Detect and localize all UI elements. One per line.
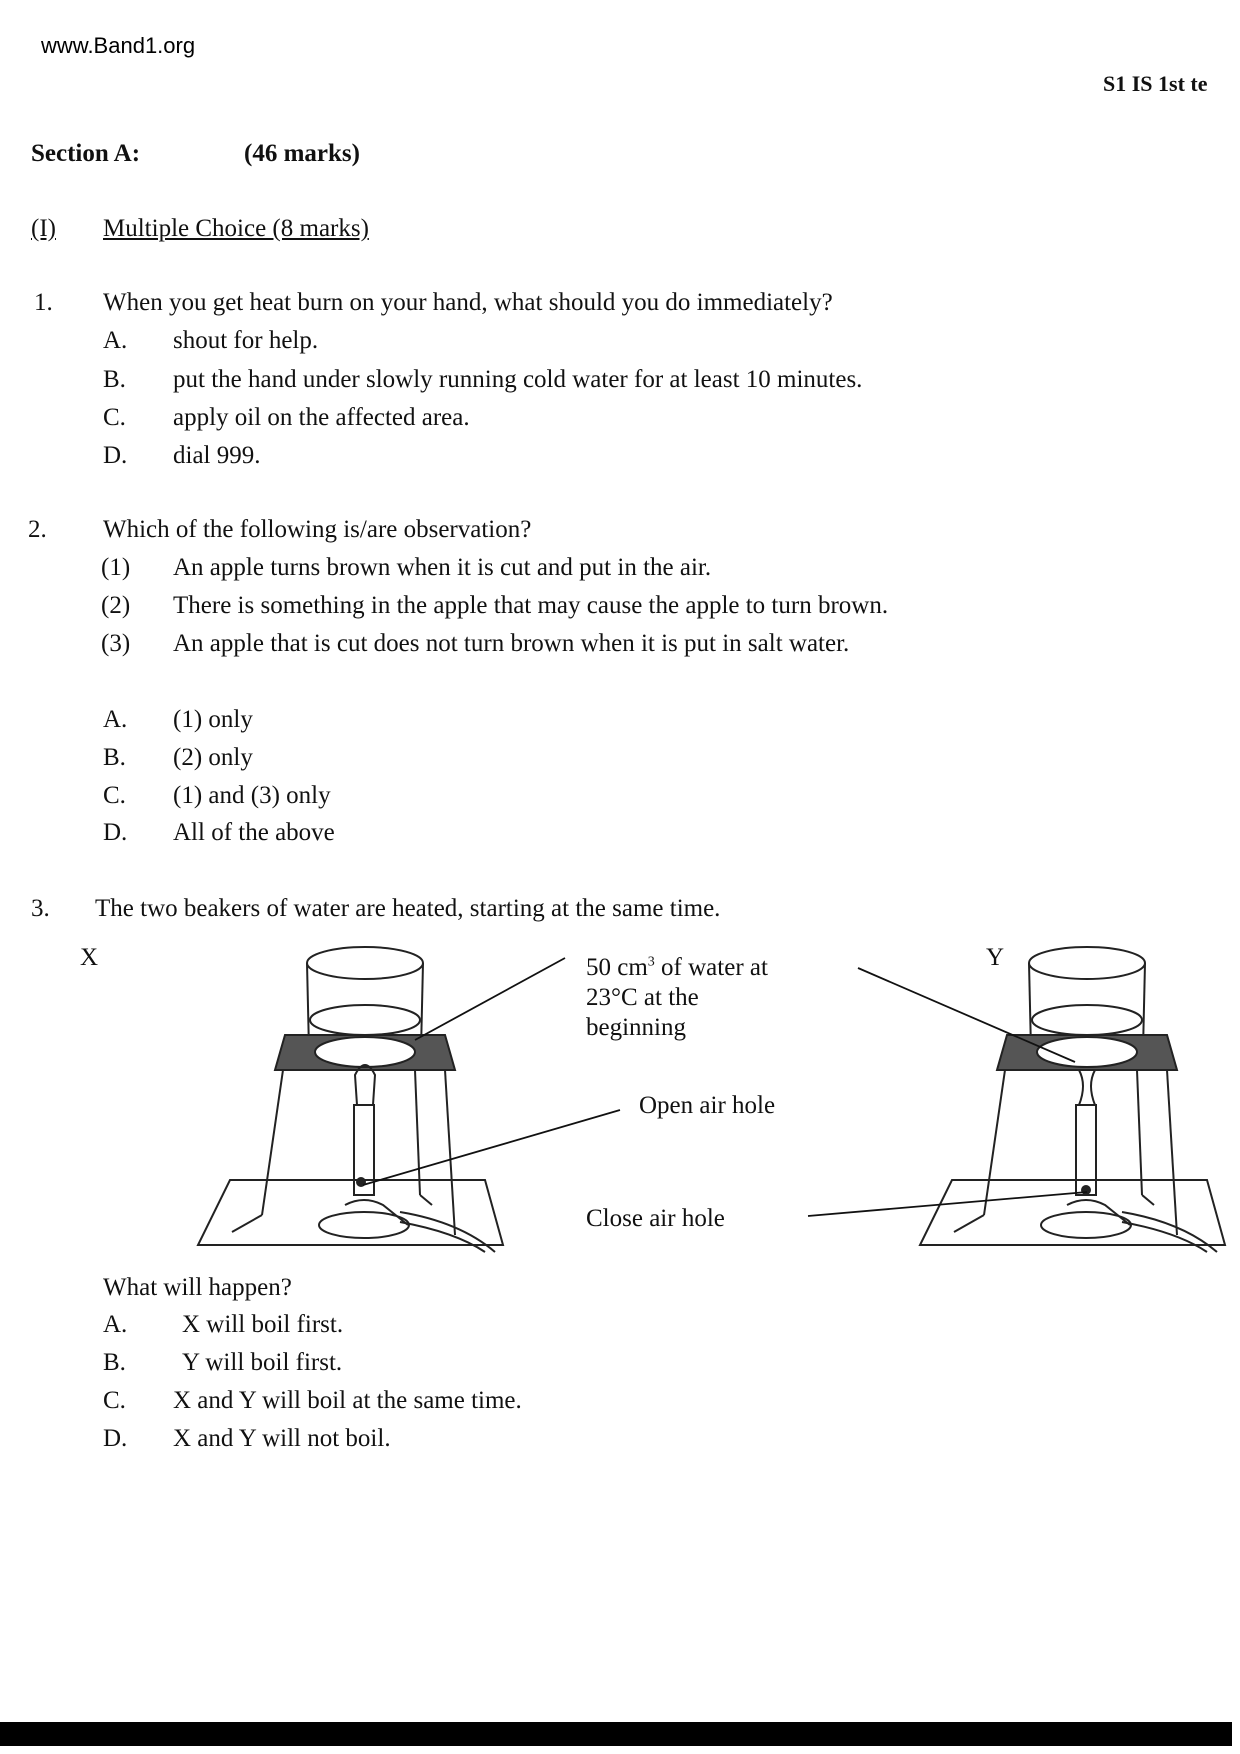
- question-text: Which of the following is/are observation?: [103, 516, 532, 543]
- beaker-y-label: Y: [986, 944, 1005, 971]
- option-letter: D.: [103, 442, 128, 469]
- option-letter: D.: [103, 819, 128, 846]
- page-bottom-bar: [0, 1722, 1232, 1746]
- statement-text: There is something in the apple that may cause the apple to turn brown.: [173, 592, 889, 619]
- section-marks: (46 marks): [244, 140, 360, 167]
- setup-y-illustration: [920, 944, 1225, 1252]
- question-text: The two beakers of water are heated, starting at the same time.: [95, 895, 721, 922]
- statement-label: (2): [101, 592, 131, 619]
- question-text: When you get heat burn on your hand, what should you do immediately?: [103, 289, 833, 316]
- option-letter: B.: [103, 744, 126, 771]
- beaker-x-label: X: [80, 944, 99, 971]
- water-label-rest: of water at: [654, 954, 768, 981]
- option-letter: A.: [103, 706, 128, 733]
- subsection-title: Multiple Choice (8 marks): [103, 215, 369, 242]
- option-text: put the hand under slowly running cold water for at least 10 minutes.: [173, 366, 863, 393]
- subsection-number: (I): [31, 215, 56, 242]
- watermark-url: www.Band1.org: [41, 33, 196, 58]
- option-letter: B.: [103, 366, 126, 393]
- option-letter: C.: [103, 404, 126, 431]
- setup-x-illustration: [198, 947, 503, 1252]
- option-text: apply oil on the affected area.: [173, 404, 470, 431]
- question-number: 2.: [28, 516, 47, 543]
- option-letter: A.: [103, 1311, 128, 1338]
- question-number: 1.: [34, 289, 53, 316]
- statement-text: An apple that is cut does not turn brown when it is put in salt water.: [173, 630, 850, 657]
- water-unit-superscript: 3: [647, 954, 655, 970]
- option-text: X and Y will boil at the same time.: [173, 1387, 522, 1414]
- section-title: Section A:: [31, 140, 141, 167]
- question-number: 3.: [31, 895, 50, 922]
- option-text: (1) and (3) only: [173, 782, 331, 809]
- option-letter: C.: [103, 1387, 126, 1414]
- question-prompt: What will happen?: [103, 1274, 292, 1301]
- option-text: (2) only: [173, 744, 253, 771]
- close-air-hole-label: Close air hole: [586, 1205, 725, 1232]
- option-letter: A.: [103, 327, 128, 354]
- option-text: All of the above: [173, 819, 335, 846]
- option-text: (1) only: [173, 706, 253, 733]
- water-label-line1: [586, 955, 768, 980]
- option-text: X will boil first.: [182, 1311, 344, 1338]
- open-air-hole-label: Open air hole: [639, 1092, 776, 1119]
- statement-label: (1): [101, 554, 131, 581]
- option-letter: B.: [103, 1349, 126, 1376]
- option-text: X and Y will not boil.: [173, 1425, 391, 1452]
- statement-text: An apple turns brown when it is cut and put in the air.: [173, 554, 712, 581]
- option-text: dial 999.: [173, 442, 261, 469]
- option-letter: D.: [103, 1425, 128, 1452]
- label-pointer-lines: [363, 958, 1087, 1216]
- header-course-code: S1 IS 1st te: [1103, 71, 1208, 96]
- option-letter: C.: [103, 782, 126, 809]
- option-text: shout for help.: [173, 327, 319, 354]
- statement-label: (3): [101, 630, 131, 657]
- water-label-line3: beginning: [586, 1014, 686, 1041]
- option-text: Y will boil first.: [182, 1349, 343, 1376]
- water-volume: 50 cm: [586, 954, 648, 981]
- water-label-line2: 23°C at the: [586, 984, 699, 1011]
